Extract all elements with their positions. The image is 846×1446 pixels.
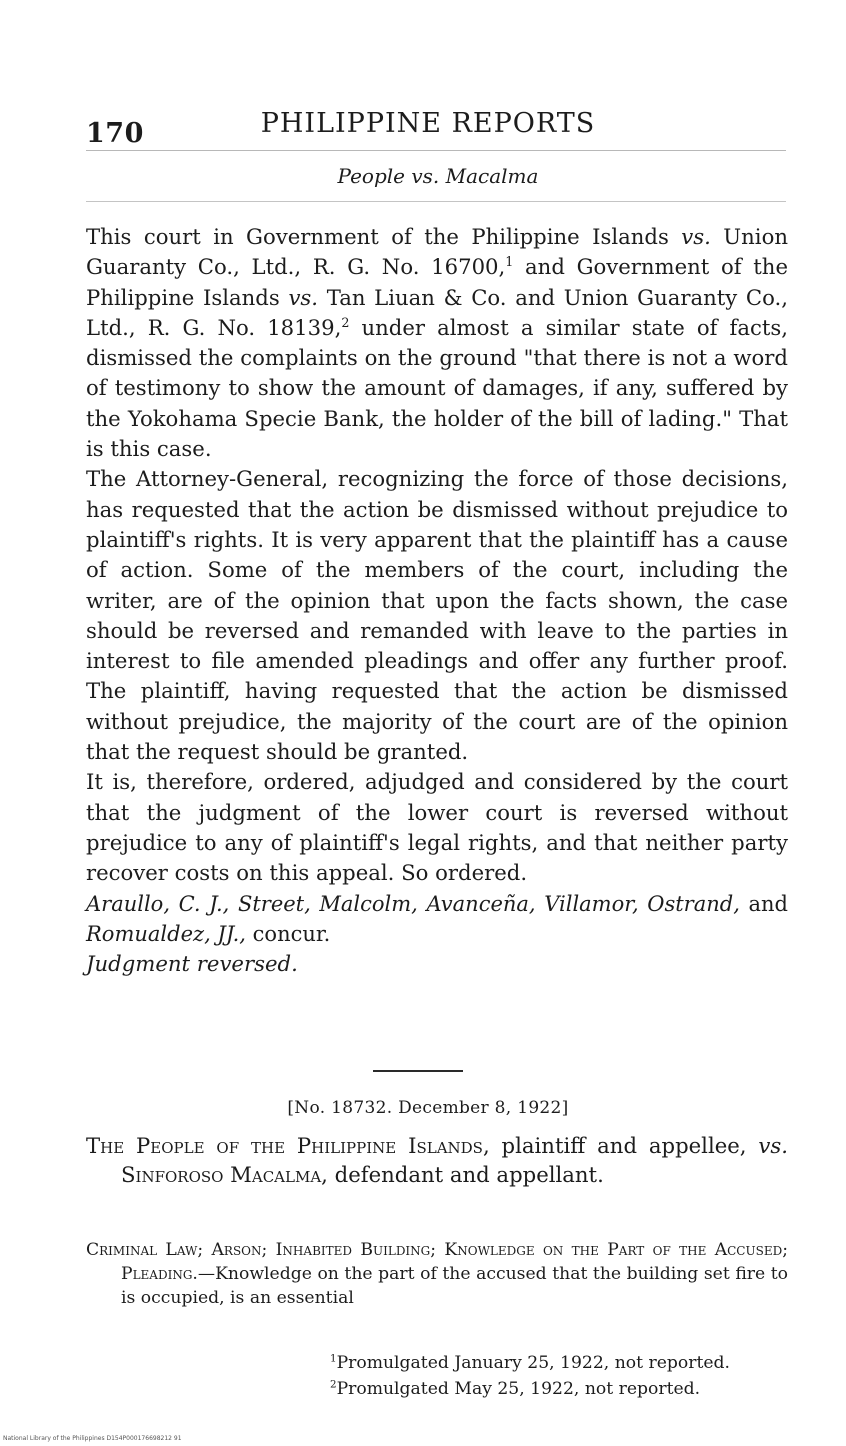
footnote-ref-1: 1	[505, 254, 514, 270]
para1-vs-1: vs.	[681, 224, 711, 249]
plaintiff-name: The People of the Philippine Islands	[86, 1133, 483, 1158]
footnote-text-2: Promulgated May 25, 1922, not reported.	[336, 1379, 701, 1399]
paragraph-1	[86, 222, 788, 464]
para1-text-a: This court in Government of the Philippine Islands	[86, 224, 682, 249]
docket-line: [No. 18732. December 8, 1922]	[287, 1098, 569, 1118]
syllabus	[86, 1238, 788, 1311]
case-parties	[86, 1132, 788, 1189]
footnote-mark-2: 2	[330, 1378, 337, 1391]
footnotes	[0, 1350, 846, 1402]
footnote-mark-1: 1	[330, 1352, 337, 1365]
footnote-text-1: Promulgated January 25, 1922, not reported.	[336, 1353, 731, 1373]
footnote-1	[330, 1350, 846, 1376]
paragraph-2: The Attorney-General, recognizing the force of those decisions, has requested that the action be dismissed without prejudice to plaintiff's rights. It is very apparent that the plaintiff has a cause of action. Some of the members of the court, including the writer, are of the opinion that upon the facts shown, the case should be reversed and remanded with leave to the parties in interest to file amended pleadings and offer any further proof. The plaintiff, having requested that the action be dismissed without prejudice, the majority of the court are of the opinion that the request should be granted.	[86, 466, 788, 765]
case-title: People vs. Macalma	[337, 164, 539, 188]
syllabus-heading: Criminal Law; Arson; Inhabited Building; Knowledge on the Part of the Accused; Pleading.	[86, 1240, 788, 1285]
syllabus-text: —Knowledge on the part of the accused that the building set fire to is occupied, is an essential	[121, 1264, 788, 1309]
concurring-justice-last: Romualdez, JJ.,	[86, 921, 246, 946]
footnote-2	[330, 1376, 846, 1402]
para1-text-c: and Government of the Philippine Islands	[86, 254, 788, 310]
concurrence	[86, 889, 788, 950]
para1-vs-2: vs.	[288, 284, 319, 310]
concur-tail: concur.	[245, 921, 331, 946]
title-rule	[86, 201, 786, 202]
parties-text-e: , defendant and appellant.	[321, 1161, 604, 1187]
page-number: 170	[86, 118, 144, 149]
para1-text-e: under almost a similar state of facts, dismissed the complaints on the ground "that there is not a word of testimony to show the amount of damages, if any, suffered by the Yokohama Specie Bank, the holder of the bill of lading." That is this case.	[86, 314, 788, 462]
para1-text-b: Union Guaranty Co., Ltd., R. G. No. 16700,	[86, 224, 788, 280]
judgment-line: Judgment reversed.	[86, 951, 298, 977]
footnote-ref-2: 2	[341, 314, 350, 330]
library-stamp: National Library of the Philippines D154P000176698212 91	[3, 1435, 182, 1442]
case-divider	[373, 1070, 463, 1072]
concurring-justices: Araullo, C. J., Street, Malcolm, Avanceña, Villamor, Ostrand,	[86, 891, 740, 916]
paragraph-3: It is, therefore, ordered, adjudged and considered by the court that the judgment of the lower court is reversed without prejudice to any of plaintiff's legal rights, and that neither party recover costs on this appeal. So ordered.	[86, 769, 788, 886]
defendant-name: Sinforoso Macalma	[121, 1161, 322, 1187]
opinion-body	[86, 222, 788, 979]
running-head: PHILIPPINE REPORTS	[260, 108, 596, 139]
para1-text-d: Tan Liuan & Co. and Union Guaranty Co., Ltd., R. G. No. 18139,	[86, 284, 788, 340]
parties-vs: vs.	[758, 1133, 788, 1158]
parties-text-b: , plaintiff and appellee,	[482, 1133, 759, 1158]
header-rule	[86, 150, 786, 151]
concur-and: and	[739, 891, 788, 916]
